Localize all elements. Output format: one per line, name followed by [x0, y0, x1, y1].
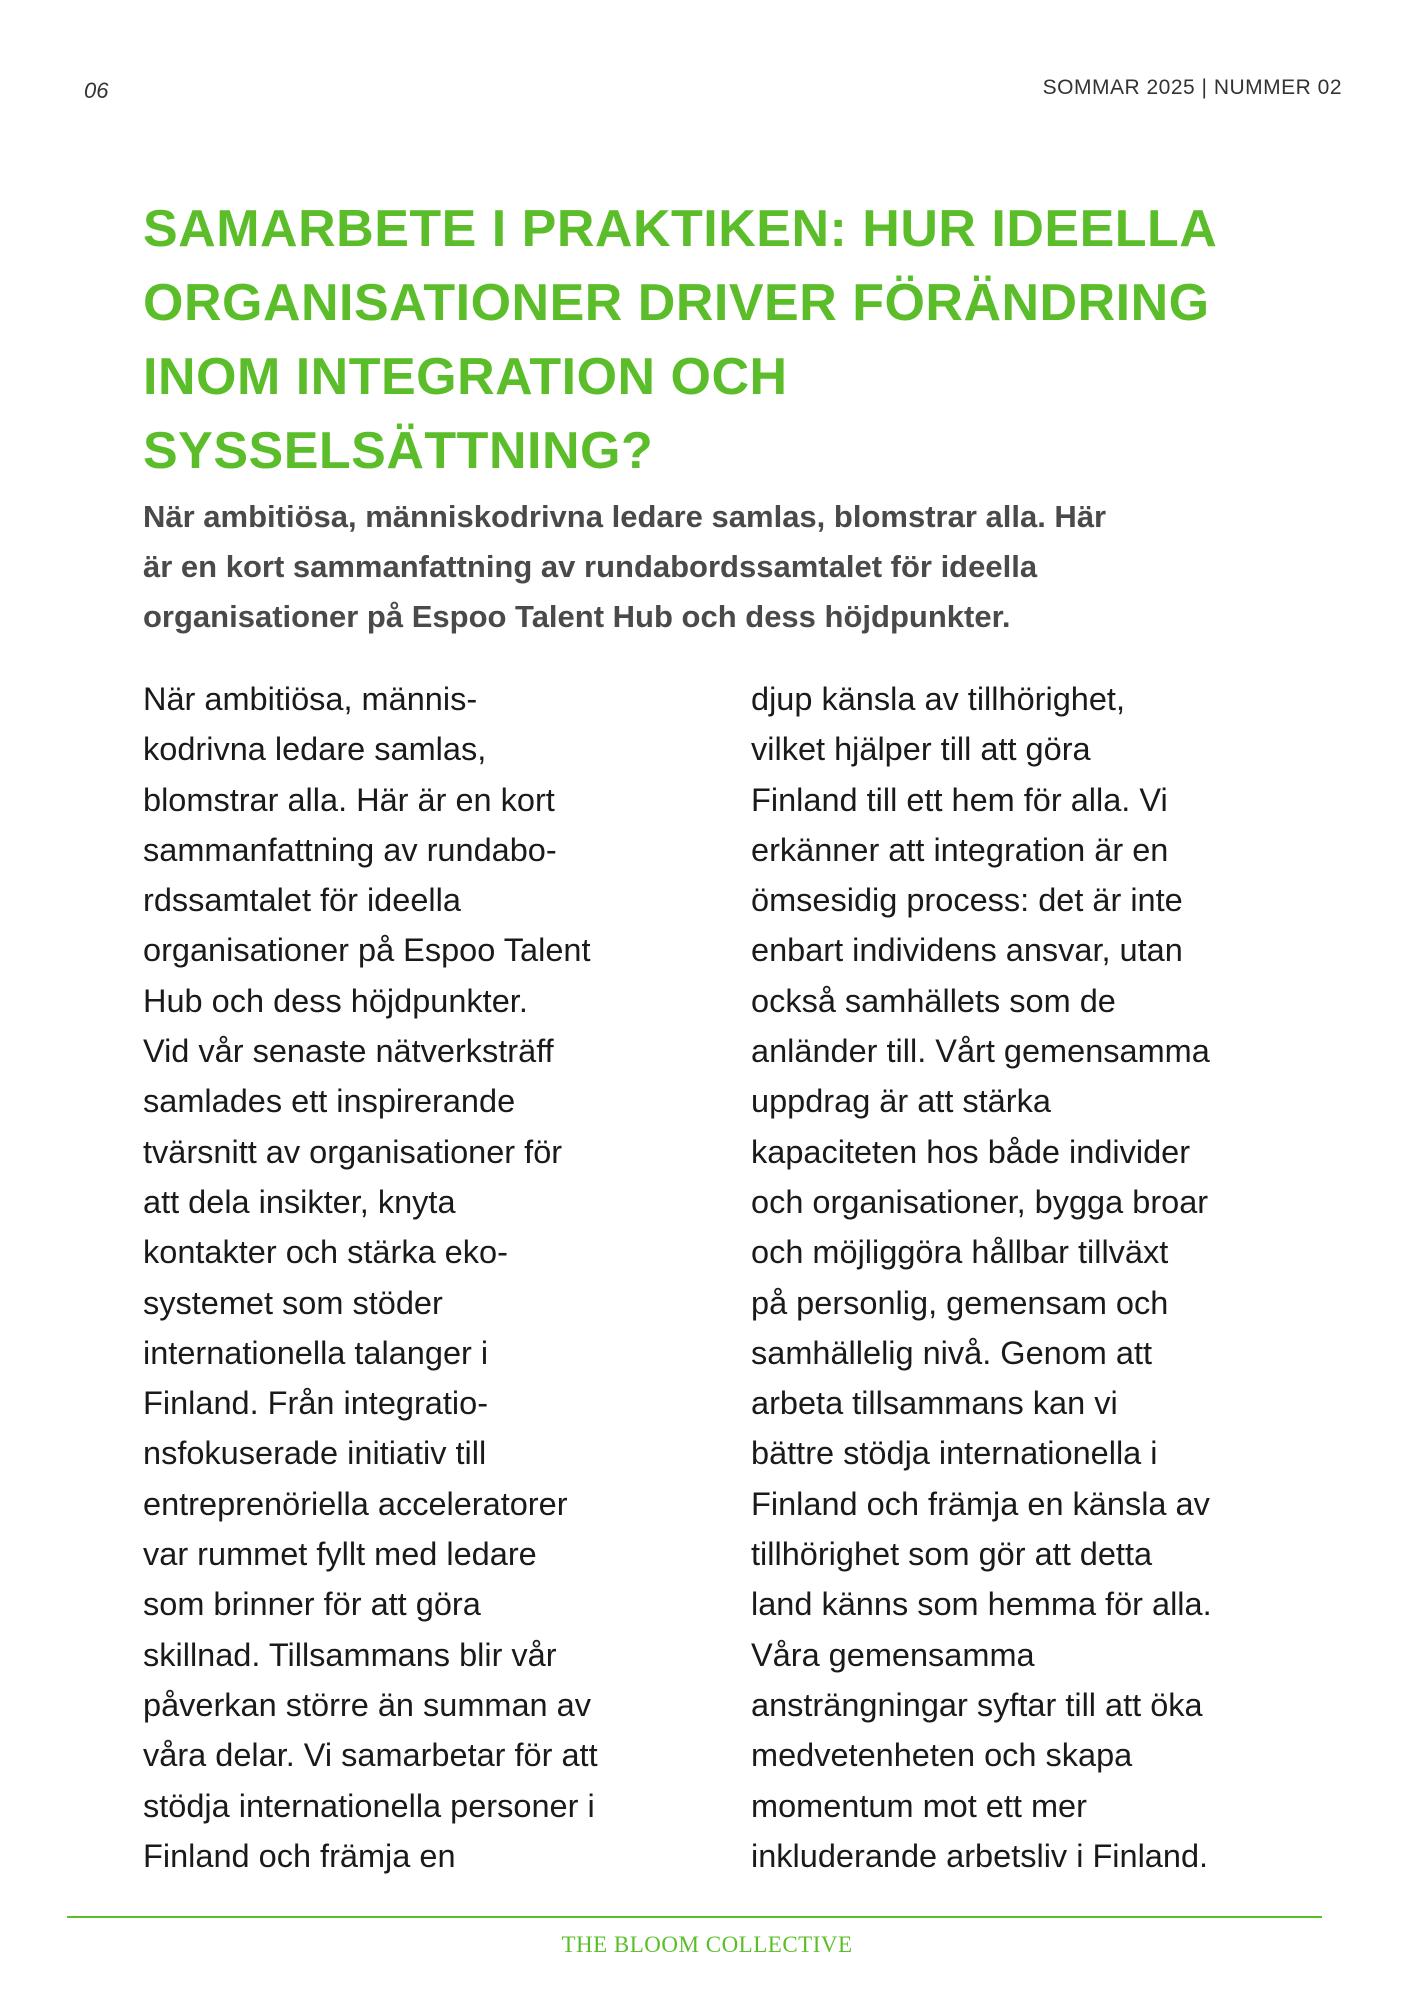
- title-line: INOM INTEGRATION OCH: [143, 348, 788, 406]
- body-right-line: Våra gemensamma: [751, 1636, 1035, 1673]
- body-left-line: internationella talanger i: [143, 1334, 489, 1371]
- body-right-line: djup känsla av tillhörighet,: [751, 681, 1125, 717]
- body-right-line: bättre stödja internationella i: [751, 1435, 1158, 1472]
- body-right-line: och organisationer, bygga broar: [751, 1183, 1209, 1220]
- body-right-line: anländer till. Vårt gemensamma: [751, 1033, 1210, 1070]
- body-left-line: nsfokuserade initiativ till: [143, 1435, 487, 1472]
- body-column-right: [751, 674, 1351, 1881]
- body-right-line: erkänner att integration är en: [751, 831, 1169, 868]
- body-left-line: sammanfattning av rundabo-: [143, 831, 557, 868]
- article-lead: [143, 492, 1343, 642]
- body-right-line: ansträngningar syftar till att öka: [751, 1686, 1203, 1723]
- body-left-line: Finland. Från integratio-: [143, 1385, 489, 1422]
- body-left-line: att dela insikter, knyta: [143, 1183, 456, 1220]
- title-line: SYSSELSÄTTNING?: [143, 422, 654, 480]
- body-left-line: tvärsnitt av organisationer för: [143, 1133, 563, 1170]
- body-right-line: land känns som hemma för alla.: [751, 1586, 1212, 1623]
- body-left-line: kodrivna ledare samlas,: [143, 731, 487, 768]
- body-right-line: medvetenheten och skapa: [751, 1737, 1133, 1774]
- body-right-line: enbart individens ansvar, utan: [751, 932, 1183, 969]
- lead-line: organisationer på Espoo Talent Hub och dess höjdpunkter.: [143, 599, 1011, 634]
- body-left-line: rdssamtalet för ideella: [143, 882, 461, 919]
- title-line: ORGANISATIONER DRIVER FÖRÄNDRING: [143, 274, 1210, 332]
- body-left-line: blomstrar alla. Här är en kort: [143, 781, 555, 818]
- body-right-line: kapaciteten hos både individer: [751, 1133, 1191, 1170]
- body-column-left: [143, 674, 723, 1881]
- body-right-line: arbeta tillsammans kan vi: [751, 1385, 1118, 1422]
- body-left-line: samlades ett inspirerande: [143, 1083, 516, 1120]
- body-left-line: som brinner för att göra: [143, 1586, 481, 1623]
- body-right-line: vilket hjälper till att göra: [751, 731, 1091, 768]
- body-right-line: Finland och främja en känsla av: [751, 1485, 1210, 1522]
- body-left-line: våra delar. Vi samarbetar för att: [143, 1737, 598, 1774]
- body-left-line: var rummet fyllt med ledare: [143, 1536, 537, 1573]
- body-left-line: När ambitiösa, männis-: [143, 681, 478, 717]
- body-left-line: organisationer på Espoo Talent: [143, 932, 591, 969]
- article-title: [143, 192, 1303, 488]
- body-right-line: uppdrag är att stärka: [751, 1083, 1051, 1120]
- body-right-line: tillhörighet som gör att detta: [751, 1536, 1153, 1573]
- body-right-line: inkluderande arbetsliv i Finland.: [751, 1837, 1209, 1874]
- body-left-line: skillnad. Tillsammans blir vår: [143, 1636, 557, 1673]
- title-line: SAMARBETE I PRAKTIKEN: HUR IDEELLA: [143, 200, 1218, 258]
- body-left-line: Vid vår senaste nätverksträff: [143, 1033, 554, 1070]
- page-number: 06: [84, 78, 109, 103]
- body-right-line: och möjliggöra hållbar tillväxt: [751, 1234, 1169, 1271]
- footer-publication-name: THE BLOOM COLLECTIVE: [561, 1932, 853, 1957]
- body-left-line: Hub och dess höjdpunkter.: [143, 982, 528, 1019]
- body-right-line: på personlig, gemensam och: [751, 1284, 1169, 1321]
- issue-info: SOMMAR 2025 | NUMMER 02: [1042, 76, 1342, 99]
- body-left-line: Finland och främja en: [143, 1837, 456, 1874]
- body-left-line: entreprenöriella acceleratorer: [143, 1485, 568, 1522]
- body-left-line: kontakter och stärka eko-: [143, 1234, 508, 1271]
- body-left-line: stödja internationella personer i: [143, 1787, 595, 1824]
- body-right-line: momentum mot ett mer: [751, 1787, 1087, 1824]
- body-right-line: samhällelig nivå. Genom att: [751, 1334, 1153, 1371]
- body-right-line: också samhällets som de: [751, 982, 1116, 1019]
- body-right-line: Finland till ett hem för alla. Vi: [751, 781, 1168, 818]
- body-left-line: påverkan större än summan av: [143, 1686, 591, 1723]
- lead-line: är en kort sammanfattning av rundabordssamtalet för ideella: [143, 549, 1038, 584]
- footer-divider: [67, 1916, 1322, 1918]
- body-right-line: ömsesidig process: det är inte: [751, 882, 1183, 919]
- body-left-line: systemet som stöder: [143, 1284, 443, 1321]
- lead-line: När ambitiösa, människodrivna ledare samlas, blomstrar alla. Här: [143, 499, 1107, 534]
